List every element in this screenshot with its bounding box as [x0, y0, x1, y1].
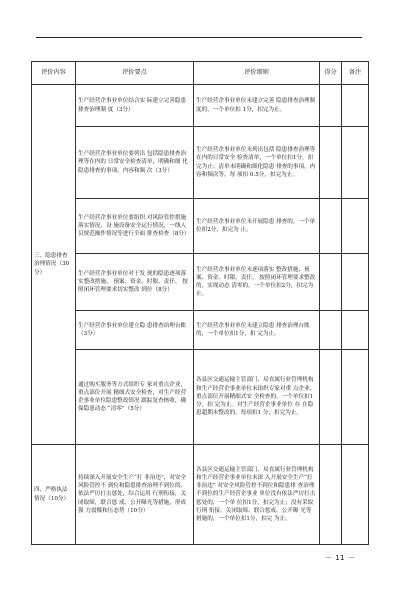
score-cell[interactable] [320, 254, 342, 311]
note-cell[interactable] [342, 350, 369, 445]
detail-cell: 生产经营企事业单位未建立隐患 排查治理台账的，一个单位扣1分，扣 完为止。 [194, 311, 320, 350]
note-cell[interactable] [342, 311, 369, 350]
key-point-cell: 生产经营企事业单位要组织 对风险管控措施落实情况、设 施设备安全运行情况、一线人 员规范操作情况等进行全面 排查检查（8分） [76, 199, 194, 254]
score-cell[interactable] [320, 350, 342, 445]
category-hazard-inspection: 三、隐患排查治理情况（30分） [32, 85, 76, 445]
note-cell[interactable] [342, 199, 369, 254]
category-strict-enforcement: 四、严格执法情况（10分） [32, 445, 76, 545]
table-row [32, 254, 369, 311]
header-note: 备注 [342, 62, 369, 85]
score-cell[interactable] [320, 445, 342, 545]
note-cell[interactable] [342, 254, 369, 311]
detail-cell: 生产经营企事业单位未开展隐患 排查的，一个单位扣2分，扣完为 止。 [194, 199, 320, 254]
table-row [32, 85, 369, 127]
key-point-cell: 生产经营企事业单位要列出 包括隐患排查治理等在内的 日常安全检查清单，明确和细 化隐患排查的事项，内容和频 次（3分） [76, 127, 194, 199]
key-point-cell: 持续深入开展安全生产“打 非治违”，对安全风险管控不 到位和隐患排查治理不到位的、 依法严厉打击惩处，综合运用 行刑衔接，关闭取缔，联合惩 戒、公开曝光等措施，形成强 力震慑和压态势（10分） [76, 445, 194, 545]
header-key-points: 评价要点 [76, 62, 194, 85]
key-point-cell: 生产经营企事业单位建立隐 患排查治理台账（3分） [76, 311, 194, 350]
table-row [32, 127, 369, 199]
top-rule [36, 37, 362, 38]
table-header-row [32, 62, 369, 85]
score-cell[interactable] [320, 199, 342, 254]
detail-cell: 生产经营企事业单位未建立完善 隐患排查治理制度的，一个单位扣 1分，扣完为止。 [194, 85, 320, 127]
detail-cell: 各县区交通运输主管部门、局直属行业管理机构和生产经营企事业单位未深 入开展安全生产“打非治违” 对安全风险管控不到位和隐患排 查治理不到位的生产经营企事业 单位没有依法严厉打击惩处的，一个单 位扣1分，扣完为止；没有采取行刑 衔接、关闭取缔、联合惩戒、公开曝 光等措施的，一个单位扣1分，扣完 为止。 [194, 445, 320, 545]
header-content: 评价内容 [32, 62, 76, 85]
header-score: 得分 [320, 62, 342, 85]
table-row [32, 199, 369, 254]
detail-cell: 各县区交通运输主管部门、局直属行业管理机构和生产经营企事业单位未组织专家对重 点企业、重点部位开展精细式安 全检查的，一个单位扣1分，扣 完为止。对生产经营企事业单位 存 在隐患超期未整改的，每项扣1 分，扣完为止。 [194, 350, 320, 445]
page-number: － 11 － [325, 554, 356, 562]
key-point-cell: 生产经营企事业单位对于发 现的隐患逐项落实整改措施、 预案、资金、时限、责任、 按照闭环管理要求切实整改 到位（8分） [76, 254, 194, 311]
detail-cell: 生产经营企事业单位未列出包括 隐患排查治理等在内的日常安全 检查清单，一个单位扣1分，扣 完为止；清单未明确和细化隐患 排查的事项，内容和频次等，每 项扣 0.5分，扣完为止。 [194, 127, 320, 199]
evaluation-table [31, 61, 369, 545]
table-row [32, 350, 369, 445]
note-cell[interactable] [342, 445, 369, 545]
key-point-cell: 通过购买服务等方式组织专 家对重点企业，重点部位开展 精细式安全检查，对生产经营 企事业单位隐患整改情况 跟踪复查核收，确保隐患动态 “清零”（5分） [76, 350, 194, 445]
key-point-cell: 生产经营企事业单位结合实 际建立完善隐患排查治理制 度（3分） [76, 85, 194, 127]
note-cell[interactable] [342, 85, 369, 127]
header-details: 评价细则 [194, 62, 320, 85]
note-cell[interactable] [342, 127, 369, 199]
score-cell[interactable] [320, 311, 342, 350]
detail-cell: 生产经营企事业单位未逐项落实 整改措施、预案、资金、时限、责任、 按照闭环管理要求整改的，实现动态 清零的，一个单位扣2分，扣完为止。 [194, 254, 320, 311]
score-cell[interactable] [320, 127, 342, 199]
score-cell[interactable] [320, 85, 342, 127]
table-row [32, 445, 369, 545]
table-row [32, 311, 369, 350]
